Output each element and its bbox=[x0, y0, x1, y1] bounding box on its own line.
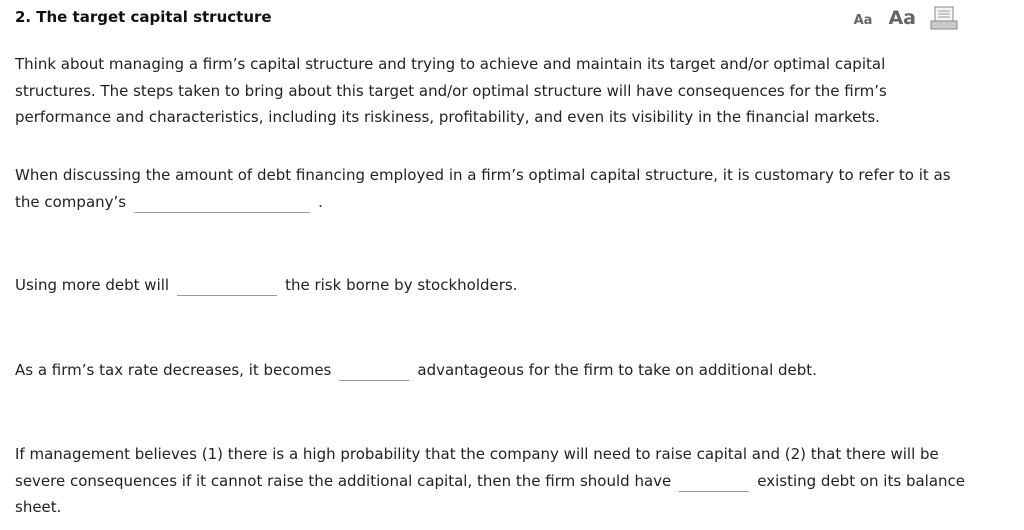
print-icon[interactable] bbox=[930, 6, 958, 30]
question-2 bbox=[15, 272, 960, 299]
intro-paragraph bbox=[15, 51, 955, 131]
capital-structure-term-dropdown[interactable] bbox=[134, 194, 310, 213]
question-1 bbox=[15, 162, 960, 215]
question-2-text: Using more debt will bbox=[15, 276, 170, 294]
decrease-font-button[interactable]: Aa bbox=[853, 12, 873, 28]
question-4 bbox=[15, 441, 970, 521]
question-3-text: As a firm’s tax rate decreases, it becomes bbox=[15, 361, 332, 379]
toolbar bbox=[854, 6, 958, 30]
question-4-end: existing debt on its balance sheet. bbox=[15, 471, 965, 516]
debt-risk-effect-dropdown[interactable] bbox=[177, 277, 277, 296]
question-number: 2. bbox=[15, 8, 32, 26]
increase-font-button[interactable]: Aa bbox=[888, 7, 916, 29]
question-4-text: If management believes (1) there is a high probability that the company will need to raise capital and (2) that there will be severe consequences if it cannot raise the additional capital, then the firm should have bbox=[15, 445, 939, 490]
question-header bbox=[15, 7, 272, 26]
existing-debt-level-dropdown[interactable] bbox=[679, 473, 749, 492]
question-2-end: the risk borne by stockholders. bbox=[285, 276, 518, 294]
intro-text: Think about managing a firm’s capital structure and trying to achieve and maintain its target and/or optimal capital structures. The steps taken to bring about this target and/or optimal structure will have consequences for the firm’s performance and characteristics, including its riskiness, profitability, and even its visibility in the financial markets. bbox=[15, 55, 887, 126]
question-1-end: . bbox=[318, 192, 323, 211]
question-1-text: When discussing the amount of debt financing employed in a firm’s optimal capital structure, it is customary to refer to it as the company’s bbox=[15, 166, 951, 211]
tax-rate-advantage-dropdown[interactable] bbox=[339, 362, 409, 381]
question-3-end: advantageous for the firm to take on additional debt. bbox=[417, 361, 817, 379]
question-title: The target capital structure bbox=[36, 8, 272, 26]
question-3 bbox=[15, 357, 960, 384]
